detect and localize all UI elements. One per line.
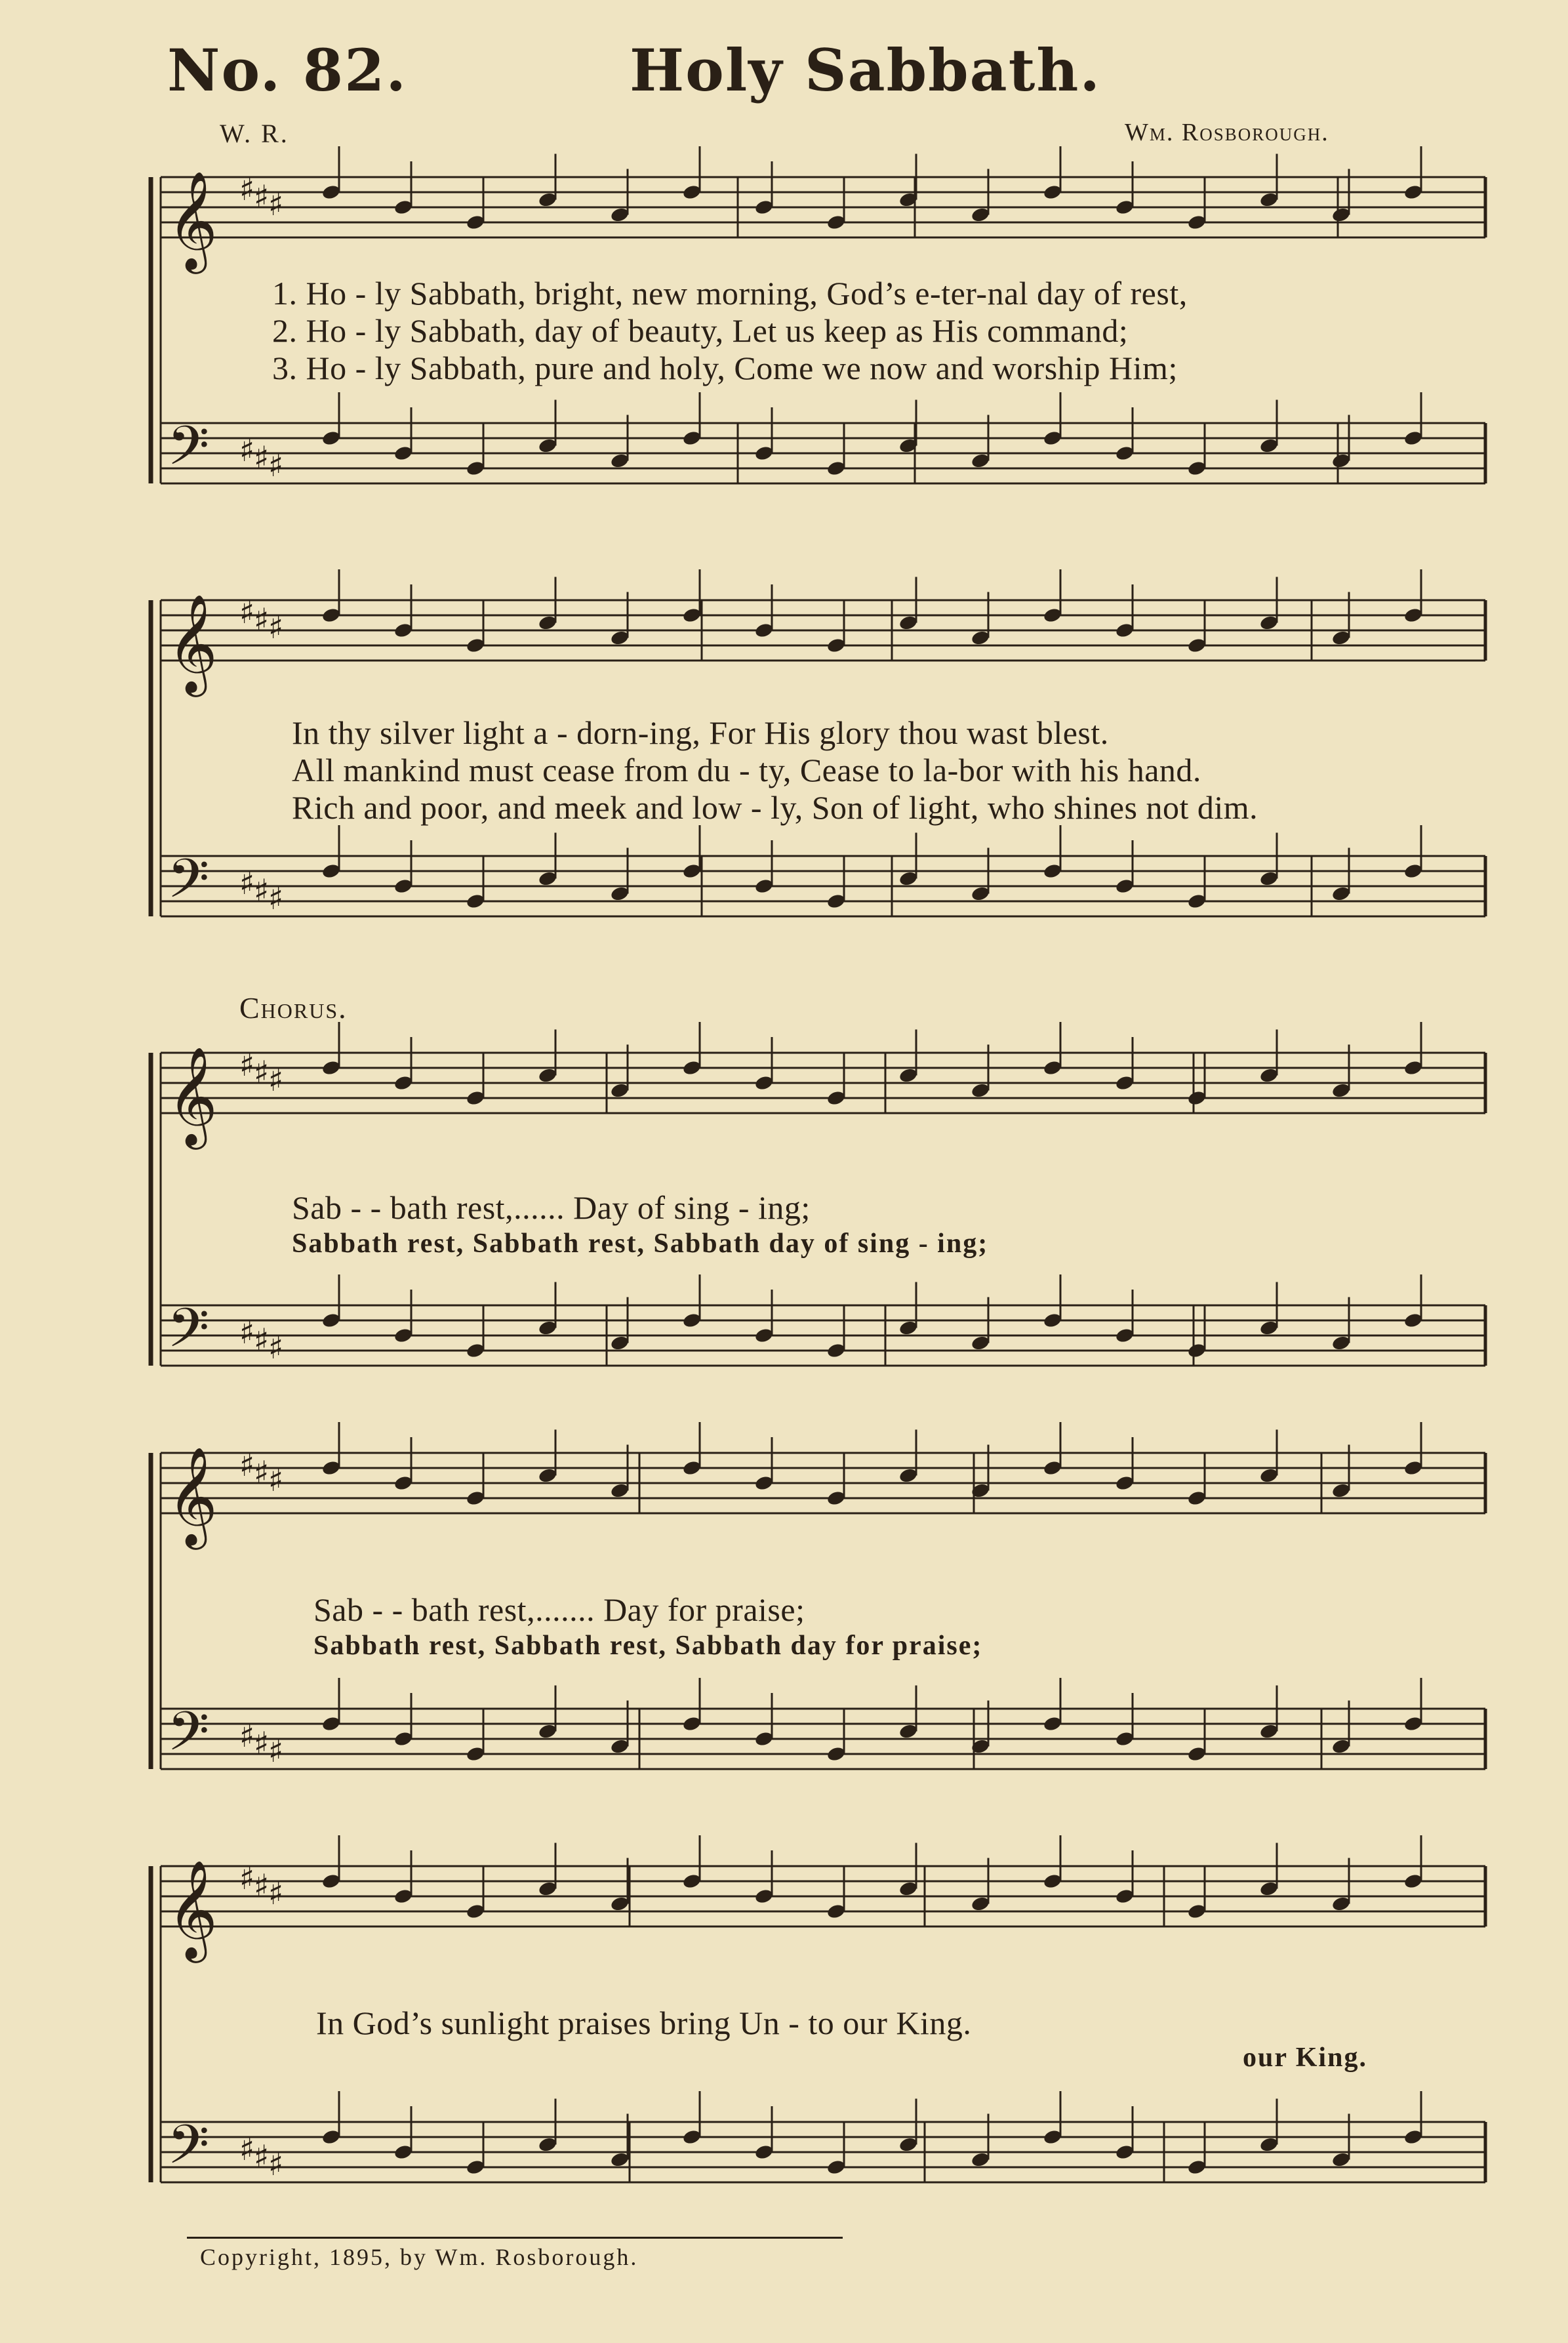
system-4-sharp-icon: ♯ [239,1718,255,1755]
system-2-sharp-icon: ♯ [239,594,255,631]
verse-1-line-1: 1. Ho - ly Sabbath, bright, new morning, God’s e-ter-nal day of rest, [272,275,1188,312]
system-3-sharp-icon: ♯ [254,1054,270,1091]
system-5-sharp-icon: ♯ [268,2146,284,2183]
system-4-bass-clef-icon: 𝄢 [167,1700,210,1776]
chorus-line-1-echo: Sabbath rest, Sabbath rest, Sabbath day of sing - ing; [292,1229,989,1259]
system-3-sharp-icon: ♯ [239,1047,255,1084]
system-2-sharp-icon: ♯ [254,601,270,639]
hymn-number: No. 82. [167,36,407,104]
chorus-line-3-echo: our King. [1243,2043,1367,2073]
system-5-sharp-icon: ♯ [239,1860,255,1897]
system-4-sharp-icon: ♯ [254,1725,270,1762]
system-5-treble-clef-icon: 𝄞 [167,1859,218,1959]
chorus-label: Chorus. [239,991,348,1025]
hymn-title: Holy Sabbath. [630,36,1101,104]
system-4-sharp-icon: ♯ [254,1454,270,1492]
system-3-sharp-icon: ♯ [254,1322,270,1359]
system-4-sharp-icon: ♯ [268,1462,284,1499]
copyright-notice: Copyright, 1895, by Wm. Rosborough. [200,2244,639,2270]
system-3-sharp-icon: ♯ [268,1062,284,1099]
system-2-sharp-icon: ♯ [239,865,255,902]
verse-1-line-2: In thy silver light a - dorn-ing, For His glory thou wast blest. [292,714,1109,751]
system-3-bass-clef-icon: 𝄢 [167,1296,210,1373]
chorus-line-3: In God’s sunlight praises bring Un - to our King. [316,2005,972,2041]
system-1-treble-clef-icon: 𝄞 [167,170,218,270]
system-2-bass-clef-icon: 𝄢 [167,847,210,924]
system-5-sharp-icon: ♯ [239,2131,255,2168]
system-1-sharp-icon: ♯ [239,171,255,208]
system-3-treble-clef-icon: 𝄞 [167,1046,218,1145]
verse-2-line-2: All mankind must cease from du - ty, Cease to la-bor with his hand. [292,752,1201,788]
words-credit: W. R. [220,119,289,148]
system-2-sharp-icon: ♯ [268,609,284,646]
system-5-sharp-icon: ♯ [268,1875,284,1912]
system-5-sharp-icon: ♯ [254,2138,270,2176]
system-1-sharp-icon: ♯ [254,178,270,216]
system-2-treble-clef-icon: 𝄞 [167,593,218,693]
verse-2-line-1: 2. Ho - ly Sabbath, day of beauty, Let us keep as His command; [272,312,1129,349]
system-4-treble-clef-icon: 𝄞 [167,1446,218,1545]
chorus-line-2: Sab - - bath rest,....... Day for praise; [313,1591,805,1628]
footer-rule [187,2237,843,2239]
verse-3-line-1: 3. Ho - ly Sabbath, pure and holy, Come we now and worship Him; [272,350,1178,386]
verse-3-line-2: Rich and poor, and meek and low - ly, Son of light, who shines not dim. [292,789,1258,826]
system-4-sharp-icon: ♯ [268,1733,284,1770]
chorus-line-2-echo: Sabbath rest, Sabbath rest, Sabbath day for praise; [313,1631,983,1661]
system-1-sharp-icon: ♯ [268,447,284,484]
chorus-line-1: Sab - - bath rest,...... Day of sing - ing; [292,1189,811,1226]
system-4-sharp-icon: ♯ [239,1447,255,1484]
system-2-sharp-icon: ♯ [254,872,270,910]
system-1-sharp-icon: ♯ [268,186,284,223]
system-3-sharp-icon: ♯ [239,1314,255,1351]
system-5-sharp-icon: ♯ [254,1867,270,1905]
music-credit: Wm. Rosborough. [1125,119,1329,146]
system-5-bass-clef-icon: 𝄢 [167,2113,210,2190]
system-2-sharp-icon: ♯ [268,880,284,917]
system-1-sharp-icon: ♯ [239,432,255,469]
system-1-bass-clef-icon: 𝄢 [167,414,210,491]
system-1-sharp-icon: ♯ [254,439,270,477]
system-3-sharp-icon: ♯ [268,1330,284,1366]
